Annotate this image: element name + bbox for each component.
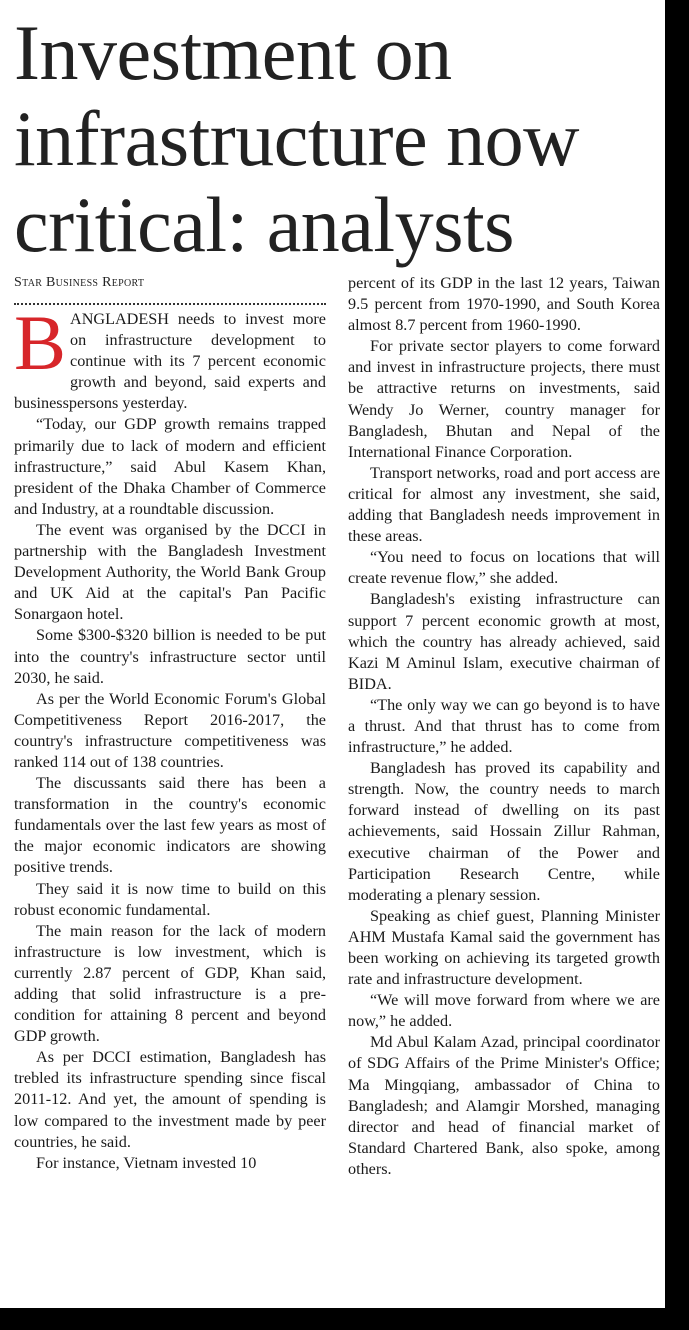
continued-paragraph: percent of its GDP in the last 12 years, Taiwan 9.5 percent from 1970-1990, and South Korea almost 8.7 percent from 1960-1990. [348,274,660,335]
paragraph: For private sector players to come forward and invest in infrastructure projects, there must be attractive returns on investments, said Wendy Jo Werner, country manager for Bangladesh, Bhutan and Nepal of the International Finance Corporation. [348,337,660,461]
paragraph: Bangladesh's existing infrastructure can support 7 percent economic growth at most, which the country has already achieved, said Kazi M Aminul Islam, executive chairman of BIDA. [348,590,660,693]
column-right [348,273,660,1180]
column-left [14,272,326,1174]
paragraph: The discussants said there has been a transformation in the country's economic fundamentals over the last few years as most of the major economic indicators are showing positive trends. [14,774,326,877]
paragraph: The event was organised by the DCCI in partnership with the Bangladesh Investment Development Authority, the World Bank Group and UK Aid at the capital's Pan Pacific Sonargaon hotel. [14,520,326,624]
paragraph: As per the World Economic Forum's Global Competitiveness Report 2016-2017, the country's infrastructure competitiveness was ranked 114 out of 138 countries. [14,689,326,771]
headline: Investment on infrastructure now critical: analysts [14,9,579,268]
paragraph: Speaking as chief guest, Planning Minister AHM Mustafa Kamal said the government has been working on achieving its targeted growth rate and infrastructure development. [348,906,660,989]
lead-paragraph [14,299,326,414]
drop-cap: B [14,299,67,386]
paragraph: As per DCCI estimation, Bangladesh has trebled its infrastructure spending since fiscal 2011-12. And yet, the amount of spending is low compared to the investment made by peer countries, he said. [14,1048,326,1151]
paragraph: The main reason for the lack of modern infrastructure is low investment, which is currently 2.87 percent of GDP, Khan said, adding that solid infrastructure is a pre-condition for attaining 8 percent and beyond GDP growth. [14,921,326,1046]
byline: Star Business Report [14,275,145,290]
paragraph: “Today, our GDP growth remains trapped primarily due to lack of modern and efficient infrastructure,” said Abul Kasem Khan, president of the Dhaka Chamber of Commerce and Industry, at a roundtable discussion. [14,415,326,518]
paragraph: Some $300-$320 billion is needed to be put into the country's infrastructure sector until 2030, he said. [14,626,326,687]
paragraph: “We will move forward from where we are now,” he added. [348,991,660,1031]
paragraph: Transport networks, road and port access are critical for almost any investment, she said, adding that Bangladesh needs improvement in these areas. [348,463,660,546]
paragraph: They said it is now time to build on this robust economic fundamental. [14,879,326,919]
paragraph: “The only way we can go beyond is to have a thrust. And that thrust has to come from infrastructure,” he added. [348,695,660,757]
paragraph: Md Abul Kalam Azad, principal coordinator of SDG Affairs of the Prime Minister's Office; Ma Mingqiang, ambassador of China to Bangladesh; and Alamgir Morshed, managing director and head of financial market of Standard Chartered Bank, also spoke, among others. [348,1033,660,1178]
paragraph: For instance, Vietnam invested 10 [36,1153,257,1172]
paragraph: Bangladesh has proved its capability and strength. Now, the country needs to march forward instead of dwelling on its past achievements, said Hossain Zillur Rahman, executive chairman of the Power and Participation Research Centre, while moderating a plenary session. [348,759,660,904]
lead-text: ANGLADESH needs to invest more on infrastructure development to continue with its 7 percent economic growth and beyond, said experts and businesspersons yesterday. [14,310,326,413]
paragraph: “You need to focus on locations that will create revenue flow,” she added. [348,548,660,588]
